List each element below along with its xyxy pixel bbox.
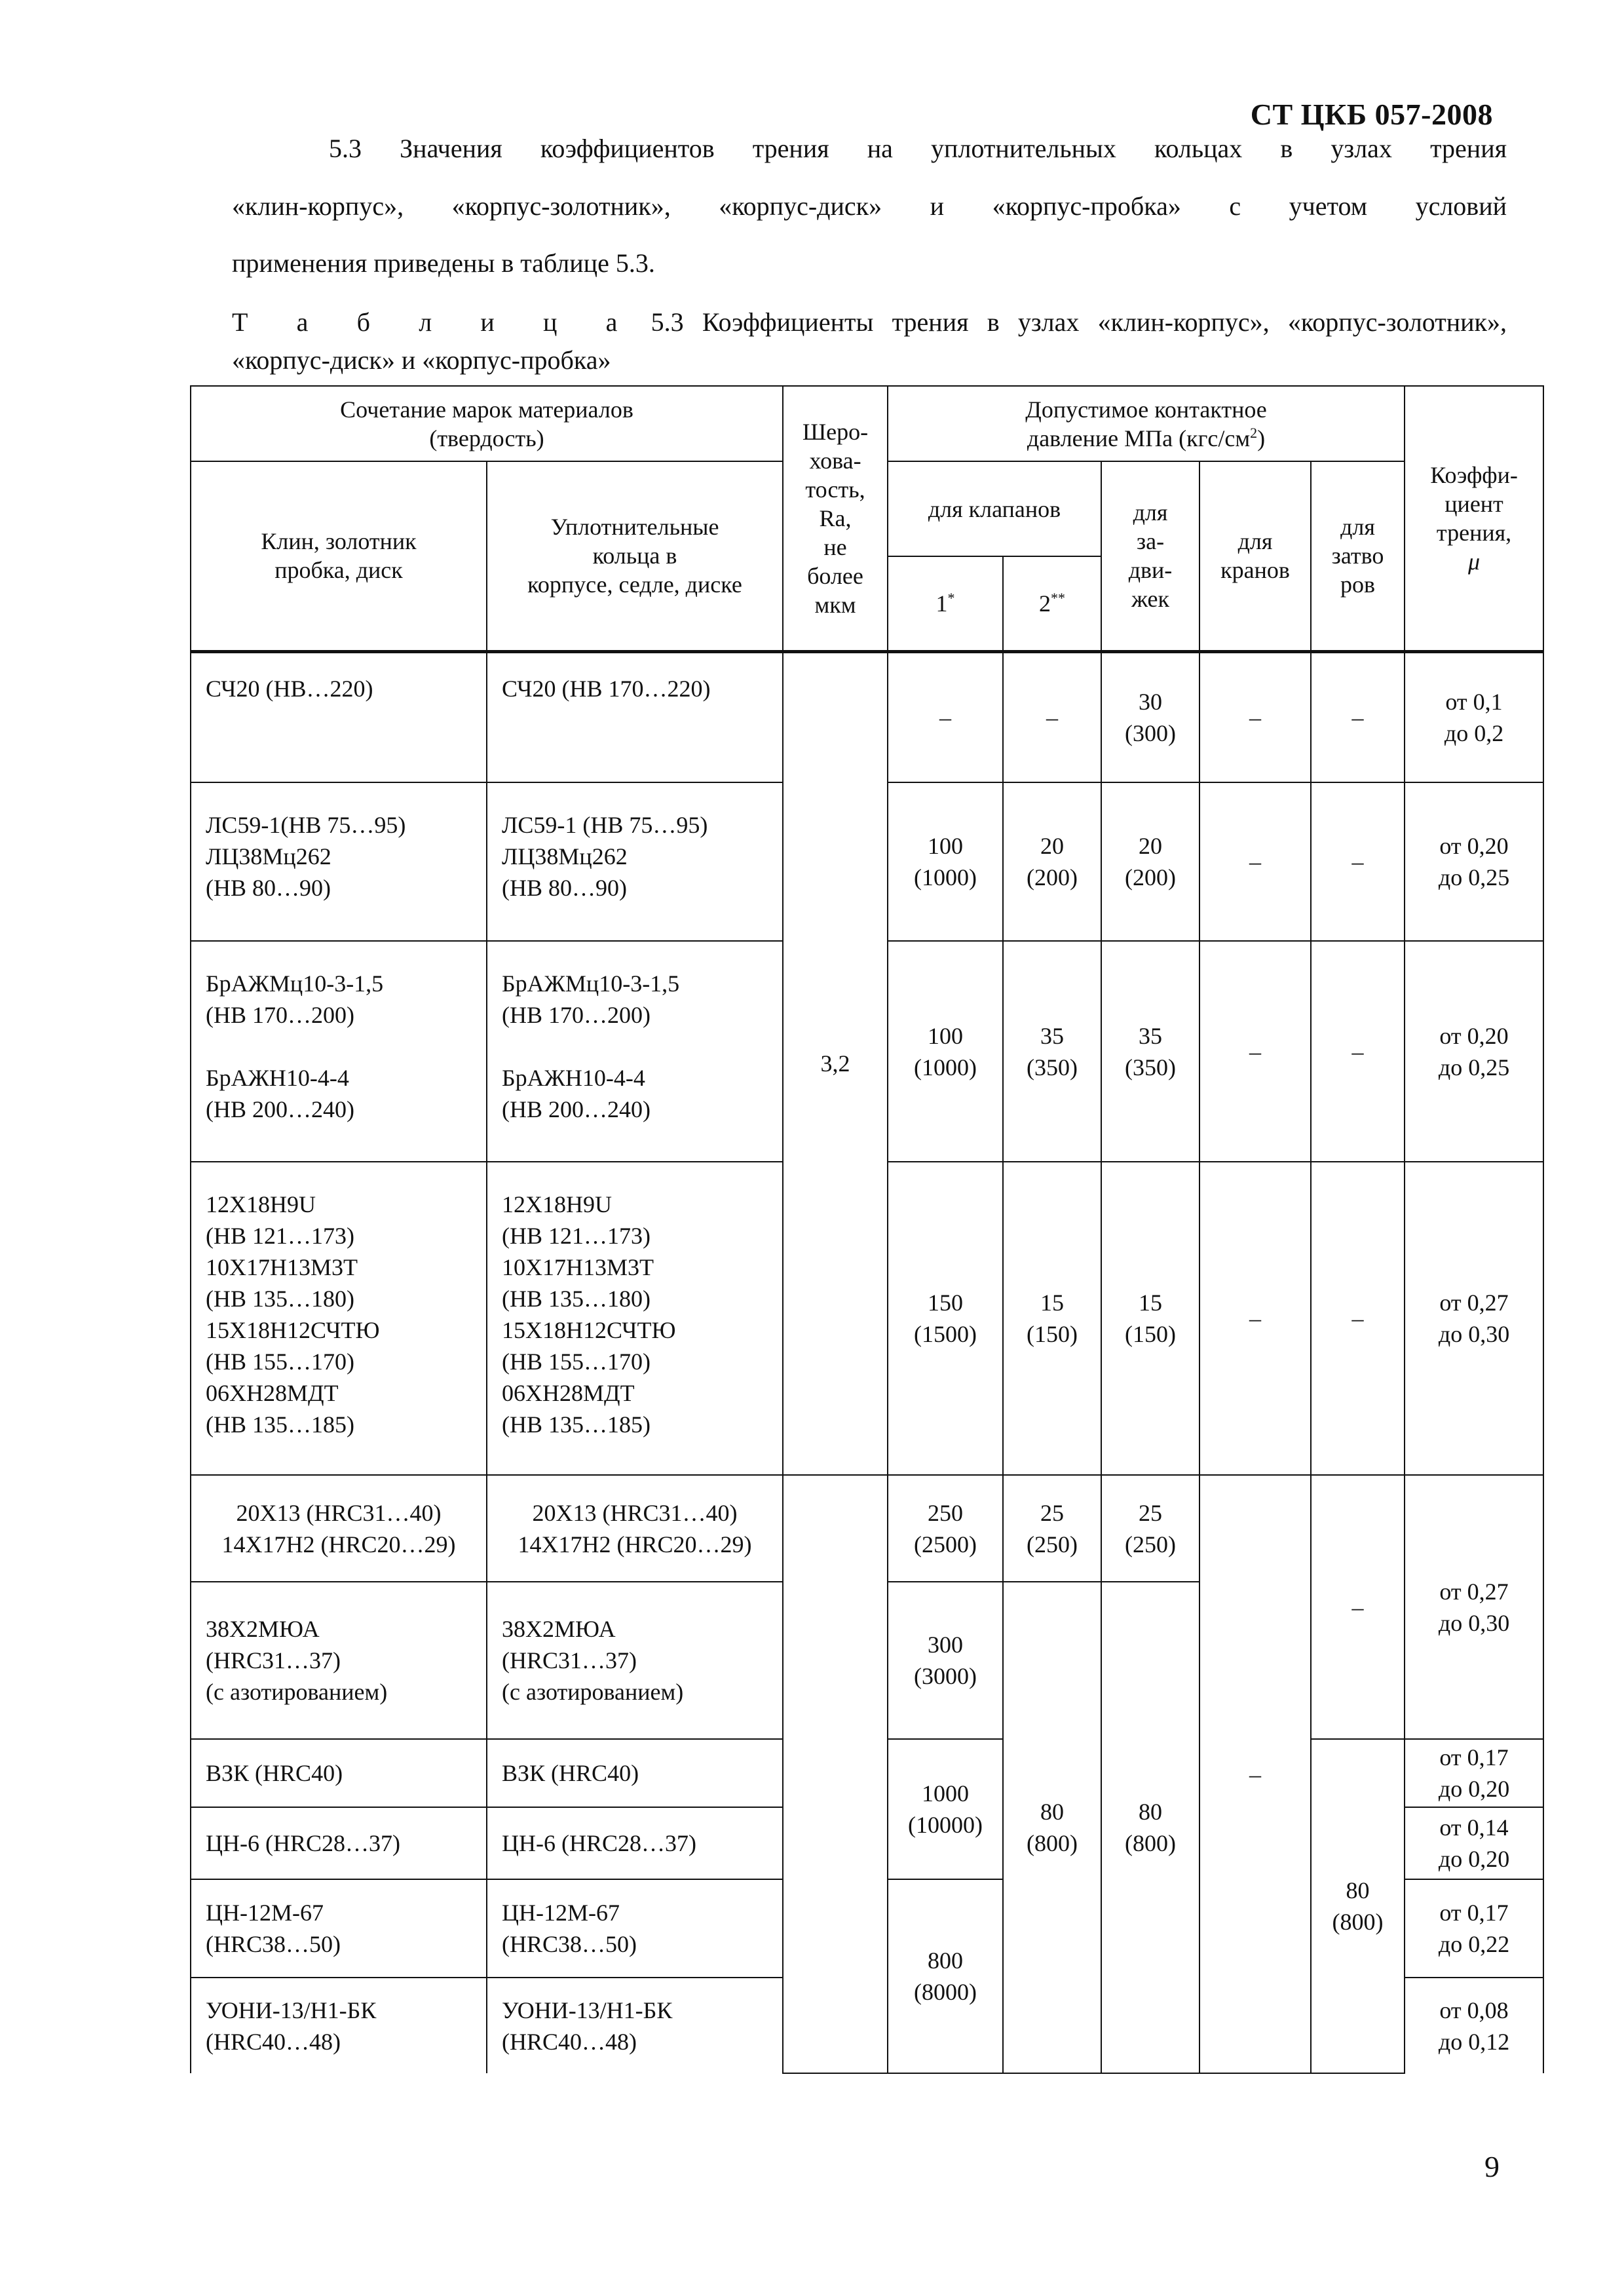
mu-symbol: μ — [1468, 548, 1481, 575]
cell-shutter-merged-2: 80 (800) — [1311, 1739, 1405, 2073]
header-shutters: для затво ров — [1311, 461, 1405, 651]
cell-gate: 35 (350) — [1101, 941, 1199, 1162]
cell-roughness-continued — [783, 1475, 888, 2073]
cell-coefficient: от 0,17 до 0,22 — [1405, 1879, 1543, 1978]
header-valve-1-label: 1 — [935, 590, 948, 617]
cell-coefficient: от 0,20 до 0,25 — [1405, 941, 1543, 1162]
cell-crane: – — [1199, 941, 1311, 1162]
cell-gate: 30 (300) — [1101, 651, 1199, 782]
cell-gate: 25 (250) — [1101, 1475, 1199, 1582]
header-valves: для клапанов — [888, 461, 1101, 556]
cell-shutter: – — [1311, 941, 1405, 1162]
document-code: СТ ЦКБ 057-2008 — [1250, 98, 1493, 131]
cell-valve-1: 100 (1000) — [888, 782, 1003, 941]
header-roughness: Шеро- хова- тость, Ra, не более мкм — [783, 386, 888, 651]
header-materials: Сочетание марок материалов (твердость) — [191, 386, 783, 461]
cell-coefficient: от 0,20 до 0,25 — [1405, 782, 1543, 941]
header-pressure-line-2 — [888, 424, 1404, 453]
table-row — [191, 1475, 1543, 1582]
cell-gate-merged: 80 (800) — [1101, 1582, 1199, 2073]
cell-shutter-merged: – — [1311, 1475, 1405, 1739]
header-valve-2 — [1003, 556, 1101, 651]
cell-wedge: ВЗК (HRC40) — [191, 1739, 487, 1807]
cell-gate: 20 (200) — [1101, 782, 1199, 941]
table-caption — [232, 308, 1507, 337]
intro-line-2: «клин-корпус», «корпус-золотник», «корпус-диск» и «корпус-пробка» с учетом условий — [232, 191, 1507, 221]
cell-crane-merged: – — [1199, 1475, 1311, 2073]
cell-seal: БрАЖМц10-3-1,5 (НВ 170…200) БрАЖН10-4-4 (НВ 200…240) — [487, 941, 783, 1162]
header-pressure — [888, 386, 1405, 461]
cell-coefficient: от 0,08 до 0,12 — [1405, 1978, 1543, 2073]
cell-seal: 20Х13 (HRC31…40) 14Х17Н2 (HRC20…29) — [487, 1475, 783, 1582]
cell-shutter: – — [1311, 782, 1405, 941]
header-valve-1-sup: * — [947, 589, 955, 606]
cell-seal: ЦН-6 (HRC28…37) — [487, 1807, 783, 1879]
cell-wedge: СЧ20 (НВ…220) — [191, 651, 487, 782]
cell-wedge: 12Х18Н9U (НВ 121…173) 10Х17Н13М3Т (НВ 135…180) 15Х18Н12СЧТЮ (НВ 155…170) 06ХН28МДТ (НВ 135…185) — [191, 1162, 487, 1475]
cell-seal: ВЗК (HRC40) — [487, 1739, 783, 1807]
header-valve-2-label: 2 — [1039, 590, 1051, 617]
cell-coefficient: от 0,27 до 0,30 — [1405, 1162, 1543, 1475]
cell-coefficient: от 0,17 до 0,20 — [1405, 1739, 1543, 1807]
header-valve-1 — [888, 556, 1003, 651]
header-pressure-line-1: Допустимое контактное — [1025, 396, 1267, 423]
cell-wedge: ЦН-6 (HRC28…37) — [191, 1807, 487, 1879]
header-pressure-unit: давление МПа (кгс/см — [1027, 425, 1251, 451]
header-pressure-end: ) — [1257, 425, 1266, 451]
cell-valve-2: 35 (350) — [1003, 941, 1101, 1162]
cell-crane: – — [1199, 782, 1311, 941]
cell-valve-2: – — [1003, 651, 1101, 782]
cell-valve-2-merged: 80 (800) — [1003, 1582, 1101, 2073]
cell-seal: ЛС59-1 (НВ 75…95) ЛЦ38Мц262 (НВ 80…90) — [487, 782, 783, 941]
cell-valve-1: 100 (1000) — [888, 941, 1003, 1162]
cell-coefficient-merged: от 0,27 до 0,30 — [1405, 1475, 1543, 1739]
intro-line-1: 5.3 Значения коэффициентов трения на уплотнительных кольцах в узлах трения — [329, 134, 1507, 163]
table-caption-prefix: Т а б л и ц а — [232, 307, 633, 337]
table-row — [191, 651, 1543, 782]
page-number: 9 — [1484, 2150, 1500, 2183]
header-wedge: Клин, золотник пробка, диск — [191, 461, 487, 651]
cell-valve-2: 20 (200) — [1003, 782, 1101, 941]
cell-seal: УОНИ-13/Н1-БК (HRC40…48) — [487, 1978, 783, 2073]
cell-roughness: 3,2 — [783, 651, 888, 1475]
table-caption-text: 5.3 Коэффициенты трения в узлах «клин-корпус», «корпус-золотник», — [632, 307, 1507, 337]
cell-valve-2: 25 (250) — [1003, 1475, 1101, 1582]
intro-line-3: применения приведены в таблице 5.3. — [232, 248, 655, 278]
cell-coefficient: от 0,14 до 0,20 — [1405, 1807, 1543, 1879]
cell-crane: – — [1199, 651, 1311, 782]
friction-table — [190, 385, 1544, 2074]
cell-shutter: – — [1311, 1162, 1405, 1475]
cell-valve-1-merged: 1000 (10000) — [888, 1739, 1003, 1879]
table-caption-line-2: «корпус-диск» и «корпус-пробка» — [232, 345, 611, 375]
cell-valve-1: 250 (2500) — [888, 1475, 1003, 1582]
cell-wedge: ЦН-12М-67 (HRC38…50) — [191, 1879, 487, 1978]
cell-wedge: БрАЖМц10-3-1,5 (НВ 170…200) БрАЖН10-4-4 (НВ 200…240) — [191, 941, 487, 1162]
header-valve-2-sup: ** — [1051, 589, 1065, 606]
cell-wedge: 20Х13 (HRC31…40) 14Х17Н2 (HRC20…29) — [191, 1475, 487, 1582]
header-seal: Уплотнительные кольца в корпусе, седле, диске — [487, 461, 783, 651]
cell-wedge: ЛС59-1(НВ 75…95) ЛЦ38Мц262 (НВ 80…90) — [191, 782, 487, 941]
header-cranes: для кранов — [1199, 461, 1311, 651]
header-coefficient — [1405, 386, 1543, 651]
cell-valve-1: 150 (1500) — [888, 1162, 1003, 1475]
cell-crane: – — [1199, 1162, 1311, 1475]
cell-coefficient: от 0,1 до 0,2 — [1405, 651, 1543, 782]
cell-gate: 15 (150) — [1101, 1162, 1199, 1475]
cell-wedge: 38Х2МЮА (HRC31…37) (с азотированием) — [191, 1582, 487, 1739]
header-gates: для за- дви- жек — [1101, 461, 1199, 651]
cell-valve-1: – — [888, 651, 1003, 782]
cell-seal: ЦН-12М-67 (HRC38…50) — [487, 1879, 783, 1978]
cell-seal: 38Х2МЮА (HRC31…37) (с азотированием) — [487, 1582, 783, 1739]
cell-seal: 12Х18Н9U (НВ 121…173) 10Х17Н13М3Т (НВ 135…180) 15Х18Н12СЧТЮ (НВ 155…170) 06ХН28МДТ (НВ 135…185) — [487, 1162, 783, 1475]
cell-wedge: УОНИ-13/Н1-БК (HRC40…48) — [191, 1978, 487, 2073]
cell-valve-2: 15 (150) — [1003, 1162, 1101, 1475]
cell-shutter: – — [1311, 651, 1405, 782]
header-pressure-sup: 2 — [1250, 424, 1258, 441]
cell-valve-1-merged-2: 800 (8000) — [888, 1879, 1003, 2073]
cell-valve-1: 300 (3000) — [888, 1582, 1003, 1739]
header-coefficient-text: Коэффи- циент трения, — [1430, 461, 1518, 546]
cell-seal: СЧ20 (НВ 170…220) — [487, 651, 783, 782]
